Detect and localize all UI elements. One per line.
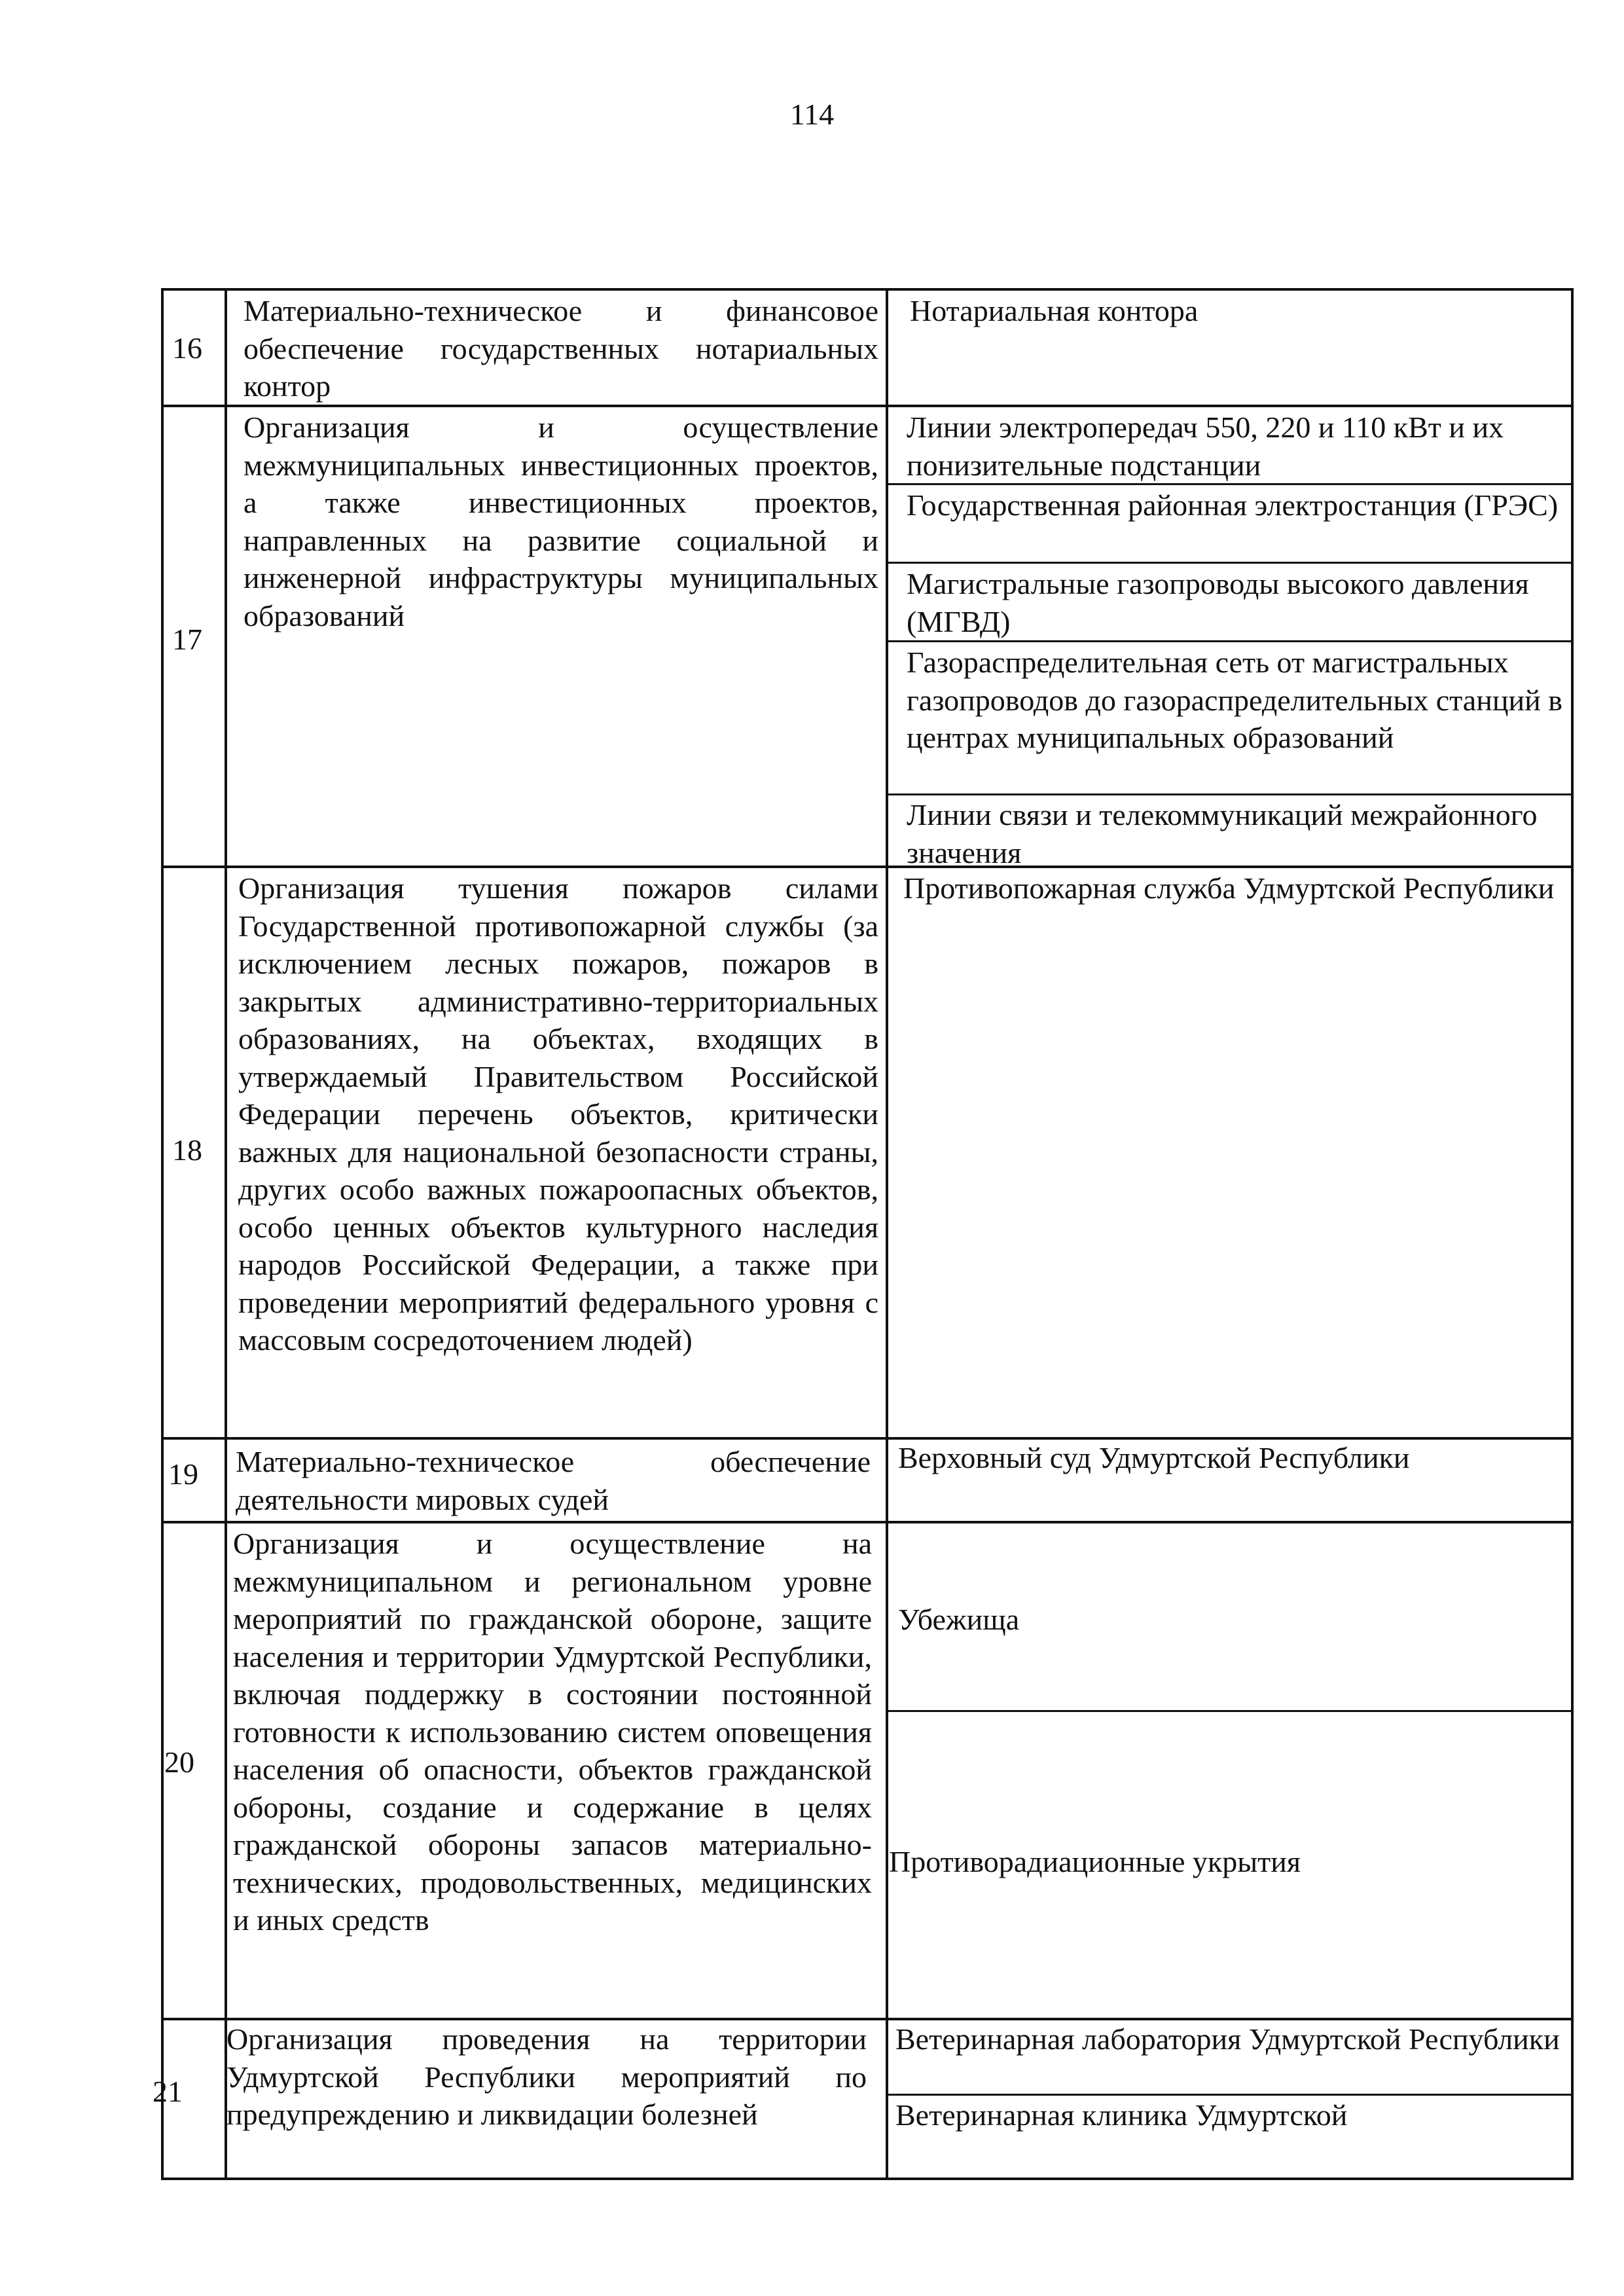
table-left-border [161, 288, 164, 2180]
row-function-text: Материально-техническое и финансовое обеспечение государственных нотариальных контор [244, 294, 878, 403]
row-divider [161, 405, 1574, 407]
row-number: 18 [172, 1133, 202, 1167]
row-function-text: Материально-техническое обеспечение деятельности мировых судей [236, 1445, 871, 1516]
row-object-text: Противорадиационные укрытия [889, 1845, 1301, 1878]
sub-divider [886, 1710, 1574, 1712]
row-function-text: Организация и осуществление на межмуниципальном и региональном уровне мероприятий по гражданской обороне, защите населения и территории Удмуртской Республики, включая поддержку в состоянии постоянной готовности к использованию систем оповещения населения об опасности, объектов гражданской обороны, создание и содержание в целях гражданской обороны запасов материально-технических, продовольственных, медицинских и иных средств [233, 1527, 872, 1937]
row-object-text: Линии связи и телекоммуникаций межрайонного значения [907, 798, 1538, 869]
row-object-text: Убежища [898, 1603, 1020, 1636]
sub-divider [886, 2094, 1574, 2096]
page-number: 114 [789, 98, 835, 131]
sub-divider [886, 640, 1574, 642]
table-bottom-border [161, 2178, 1574, 2180]
row-function-text: Организация проведения на территории Удмуртской Республики мероприятий по предупреждению и ликвидации болезней [226, 2022, 867, 2131]
sub-divider [886, 793, 1574, 795]
row-number: 21 [153, 2075, 183, 2108]
row-object-text: Нотариальная контора [910, 294, 1199, 327]
row-function-text: Организация и осуществление межмуниципальных инвестиционных проектов, а также инвестиционных проектов, направленных на развитие социальной и инженерной инфраструктуры муниципальных образований [244, 410, 878, 632]
row-number: 19 [168, 1457, 198, 1491]
row-number: 20 [164, 1745, 194, 1779]
table-col-divider [886, 288, 888, 2180]
row-object-text: Противопожарная служба Удмуртской Республики [903, 871, 1555, 905]
table-num-divider [225, 288, 227, 2180]
row-function-text: Организация тушения пожаров силами Государственной противопожарной службы (за исключением лесных пожаров, пожаров в закрытых административно-территориальных образованиях, на объектах, входящих в утверждаемый Правительством Российской Федерации перечень объектов, критически важных для национальной безопасности страны, других особо важных пожароопасных объектов, особо ценных объектов культурного наследия народов Российской Федерации, а также при проведении мероприятий федерального уровня с массовым сосредоточением людей) [238, 871, 878, 1357]
table-top-border [161, 288, 1574, 291]
row-object-text: Ветеринарная лаборатория Удмуртской Республики [895, 2022, 1560, 2056]
row-divider [161, 1521, 1574, 1523]
row-object-text: Линии электропередач 550, 220 и 110 кВт и их понизительные подстанции [907, 410, 1504, 482]
sub-divider [886, 562, 1574, 564]
row-object-text: Верховный суд Удмуртской Республики [898, 1441, 1410, 1474]
row-object-text: Государственная районная электростанция (ГРЭС) [907, 488, 1559, 522]
row-object-text: Газораспределительная сеть от магистральных газопроводов до газораспределительных станций в центрах муниципальных образований [907, 646, 1562, 754]
row-object-text: Ветеринарная клиника Удмуртской [895, 2098, 1348, 2132]
row-object-text: Магистральные газопроводы высокого давления (МГВД) [907, 567, 1529, 638]
row-number: 16 [172, 331, 202, 365]
table-right-border [1571, 288, 1574, 2180]
row-number: 17 [172, 623, 202, 656]
